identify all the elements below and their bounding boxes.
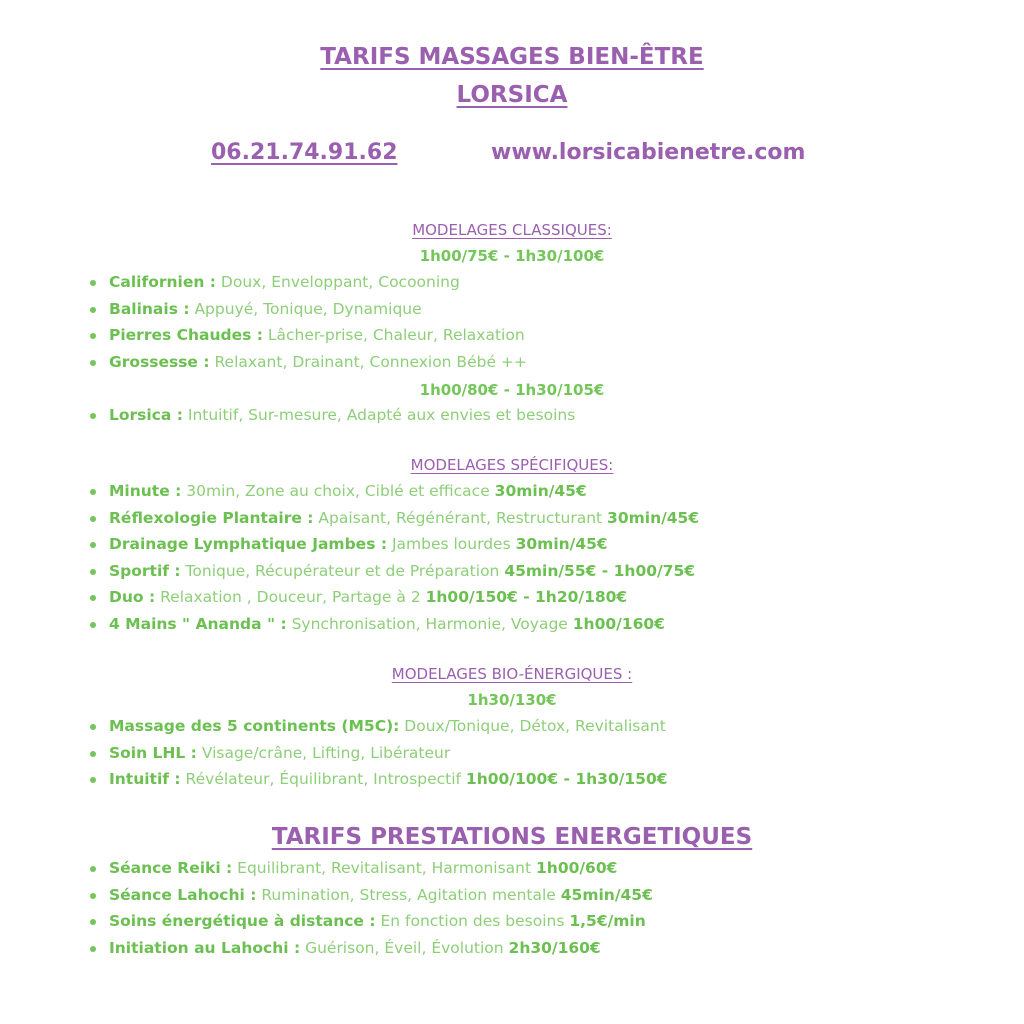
- item-desc: Visage/crâne, Lifting, Libérateur: [196, 743, 451, 762]
- item-price: 1h00/150€ - 1h20/180€: [425, 588, 628, 607]
- item-name: Pierres Chaudes :: [109, 326, 263, 345]
- list-item: [90, 908, 990, 935]
- item-desc: Révélateur, Équilibrant, Introspectif: [180, 770, 466, 789]
- item-desc: Tonique, Récupérateur et de Préparation: [180, 561, 505, 580]
- section-title-bio: MODELAGES BIO-ÉNERGIQUES :: [391, 665, 633, 683]
- item-name: Intuitif :: [109, 770, 181, 789]
- item-name: Grossesse :: [109, 352, 210, 371]
- item-desc: Appuyé, Tonique, Dynamique: [189, 299, 422, 318]
- list-item: [90, 611, 990, 638]
- section-title-energetiques: TARIFS PRESTATIONS ENERGETIQUES: [271, 824, 753, 850]
- item-price: 30min/45€: [494, 482, 587, 500]
- item-desc: Doux, Enveloppant, Cocooning: [216, 273, 460, 291]
- item-desc: Doux/Tonique, Détox, Revitalisant: [399, 717, 666, 735]
- list-item: [90, 505, 990, 532]
- item-desc: Guérison, Éveil, Évolution: [300, 938, 509, 957]
- item-desc: Synchronisation, Harmonie, Voyage: [286, 614, 573, 633]
- item-name: Séance Reiki :: [109, 859, 233, 877]
- list-item: [90, 766, 990, 793]
- list-item: [90, 349, 990, 376]
- item-desc: Apaisant, Régénérant, Restructurant: [313, 508, 608, 527]
- website-link[interactable]: www.lorsicabienetre.com: [491, 140, 806, 165]
- list-specifiques: [90, 478, 990, 638]
- list-item: [90, 531, 990, 558]
- item-price: 30min/45€: [515, 535, 608, 554]
- list-item: [90, 558, 990, 585]
- list-item: [90, 269, 990, 296]
- price-classiques-1: 1h00/75€ - 1h30/100€: [419, 247, 605, 265]
- page-subtitle: LORSICA: [456, 82, 568, 108]
- section-title-classiques: MODELAGES CLASSIQUES:: [412, 221, 612, 239]
- price-bio: 1h30/130€: [467, 691, 557, 709]
- list-bio: [90, 713, 990, 793]
- item-name: Massage des 5 continents (M5C):: [109, 717, 400, 735]
- item-name: Sportif :: [109, 561, 181, 580]
- list-item: [90, 584, 990, 611]
- item-desc: Relaxation , Douceur, Partage à 2: [155, 588, 426, 607]
- list-item: [90, 296, 990, 323]
- item-name: Lorsica :: [109, 406, 183, 424]
- item-price: 45min/45€: [560, 885, 653, 904]
- item-desc: En fonction des besoins: [375, 912, 570, 931]
- item-desc: Rumination, Stress, Agitation mentale: [256, 885, 561, 904]
- phone-number[interactable]: 06.21.74.91.62: [211, 140, 398, 165]
- list-lorsica: [90, 402, 990, 429]
- item-price: 1,5€/min: [569, 912, 646, 931]
- item-desc: Lâcher-prise, Chaleur, Relaxation: [262, 326, 525, 345]
- section-title-specifiques: MODELAGES SPÉCIFIQUES:: [410, 456, 614, 474]
- item-price: 45min/55€ - 1h00/75€: [504, 561, 696, 580]
- item-name: Initiation au Lahochi :: [109, 938, 301, 957]
- item-desc: Jambes lourdes: [387, 535, 516, 554]
- item-price: 2h30/160€: [508, 938, 601, 957]
- list-item: [90, 935, 990, 962]
- item-price: 1h00/160€: [572, 614, 665, 633]
- item-name: Minute :: [109, 482, 182, 500]
- page-title: TARIFS MASSAGES BIEN-ÊTRE: [320, 44, 704, 70]
- list-item: [90, 402, 990, 429]
- item-desc: Equilibrant, Revitalisant, Harmonisant: [232, 859, 536, 877]
- item-price: 30min/45€: [607, 508, 700, 527]
- item-name: 4 Mains " Ananda " :: [109, 614, 287, 633]
- list-item: [90, 713, 990, 740]
- item-desc: Relaxant, Drainant, Connexion Bébé ++: [209, 352, 527, 371]
- item-name: Duo :: [109, 588, 156, 607]
- list-item: [90, 740, 990, 767]
- item-desc: Intuitif, Sur-mesure, Adapté aux envies et besoins: [182, 406, 576, 424]
- list-classiques: [90, 269, 990, 375]
- item-name: Séance Lahochi :: [109, 885, 257, 904]
- item-desc: 30min, Zone au choix, Ciblé et efficace: [181, 482, 495, 500]
- list-energetiques: [90, 855, 990, 961]
- list-item: [90, 855, 990, 882]
- item-name: Réflexologie Plantaire :: [109, 508, 314, 527]
- item-name: Soins énergétique à distance :: [109, 912, 376, 931]
- item-price: 1h00/100€ - 1h30/150€: [465, 770, 668, 789]
- list-item: [90, 882, 990, 909]
- price-classiques-2: 1h00/80€ - 1h30/105€: [419, 381, 605, 399]
- list-item: [90, 478, 990, 505]
- item-name: Soin LHL :: [109, 743, 197, 762]
- list-item: [90, 322, 990, 349]
- item-name: Drainage Lymphatique Jambes :: [109, 535, 388, 554]
- item-price: 1h00/60€: [536, 859, 618, 877]
- item-name: Californien :: [109, 273, 216, 291]
- item-name: Balinais :: [109, 299, 190, 318]
